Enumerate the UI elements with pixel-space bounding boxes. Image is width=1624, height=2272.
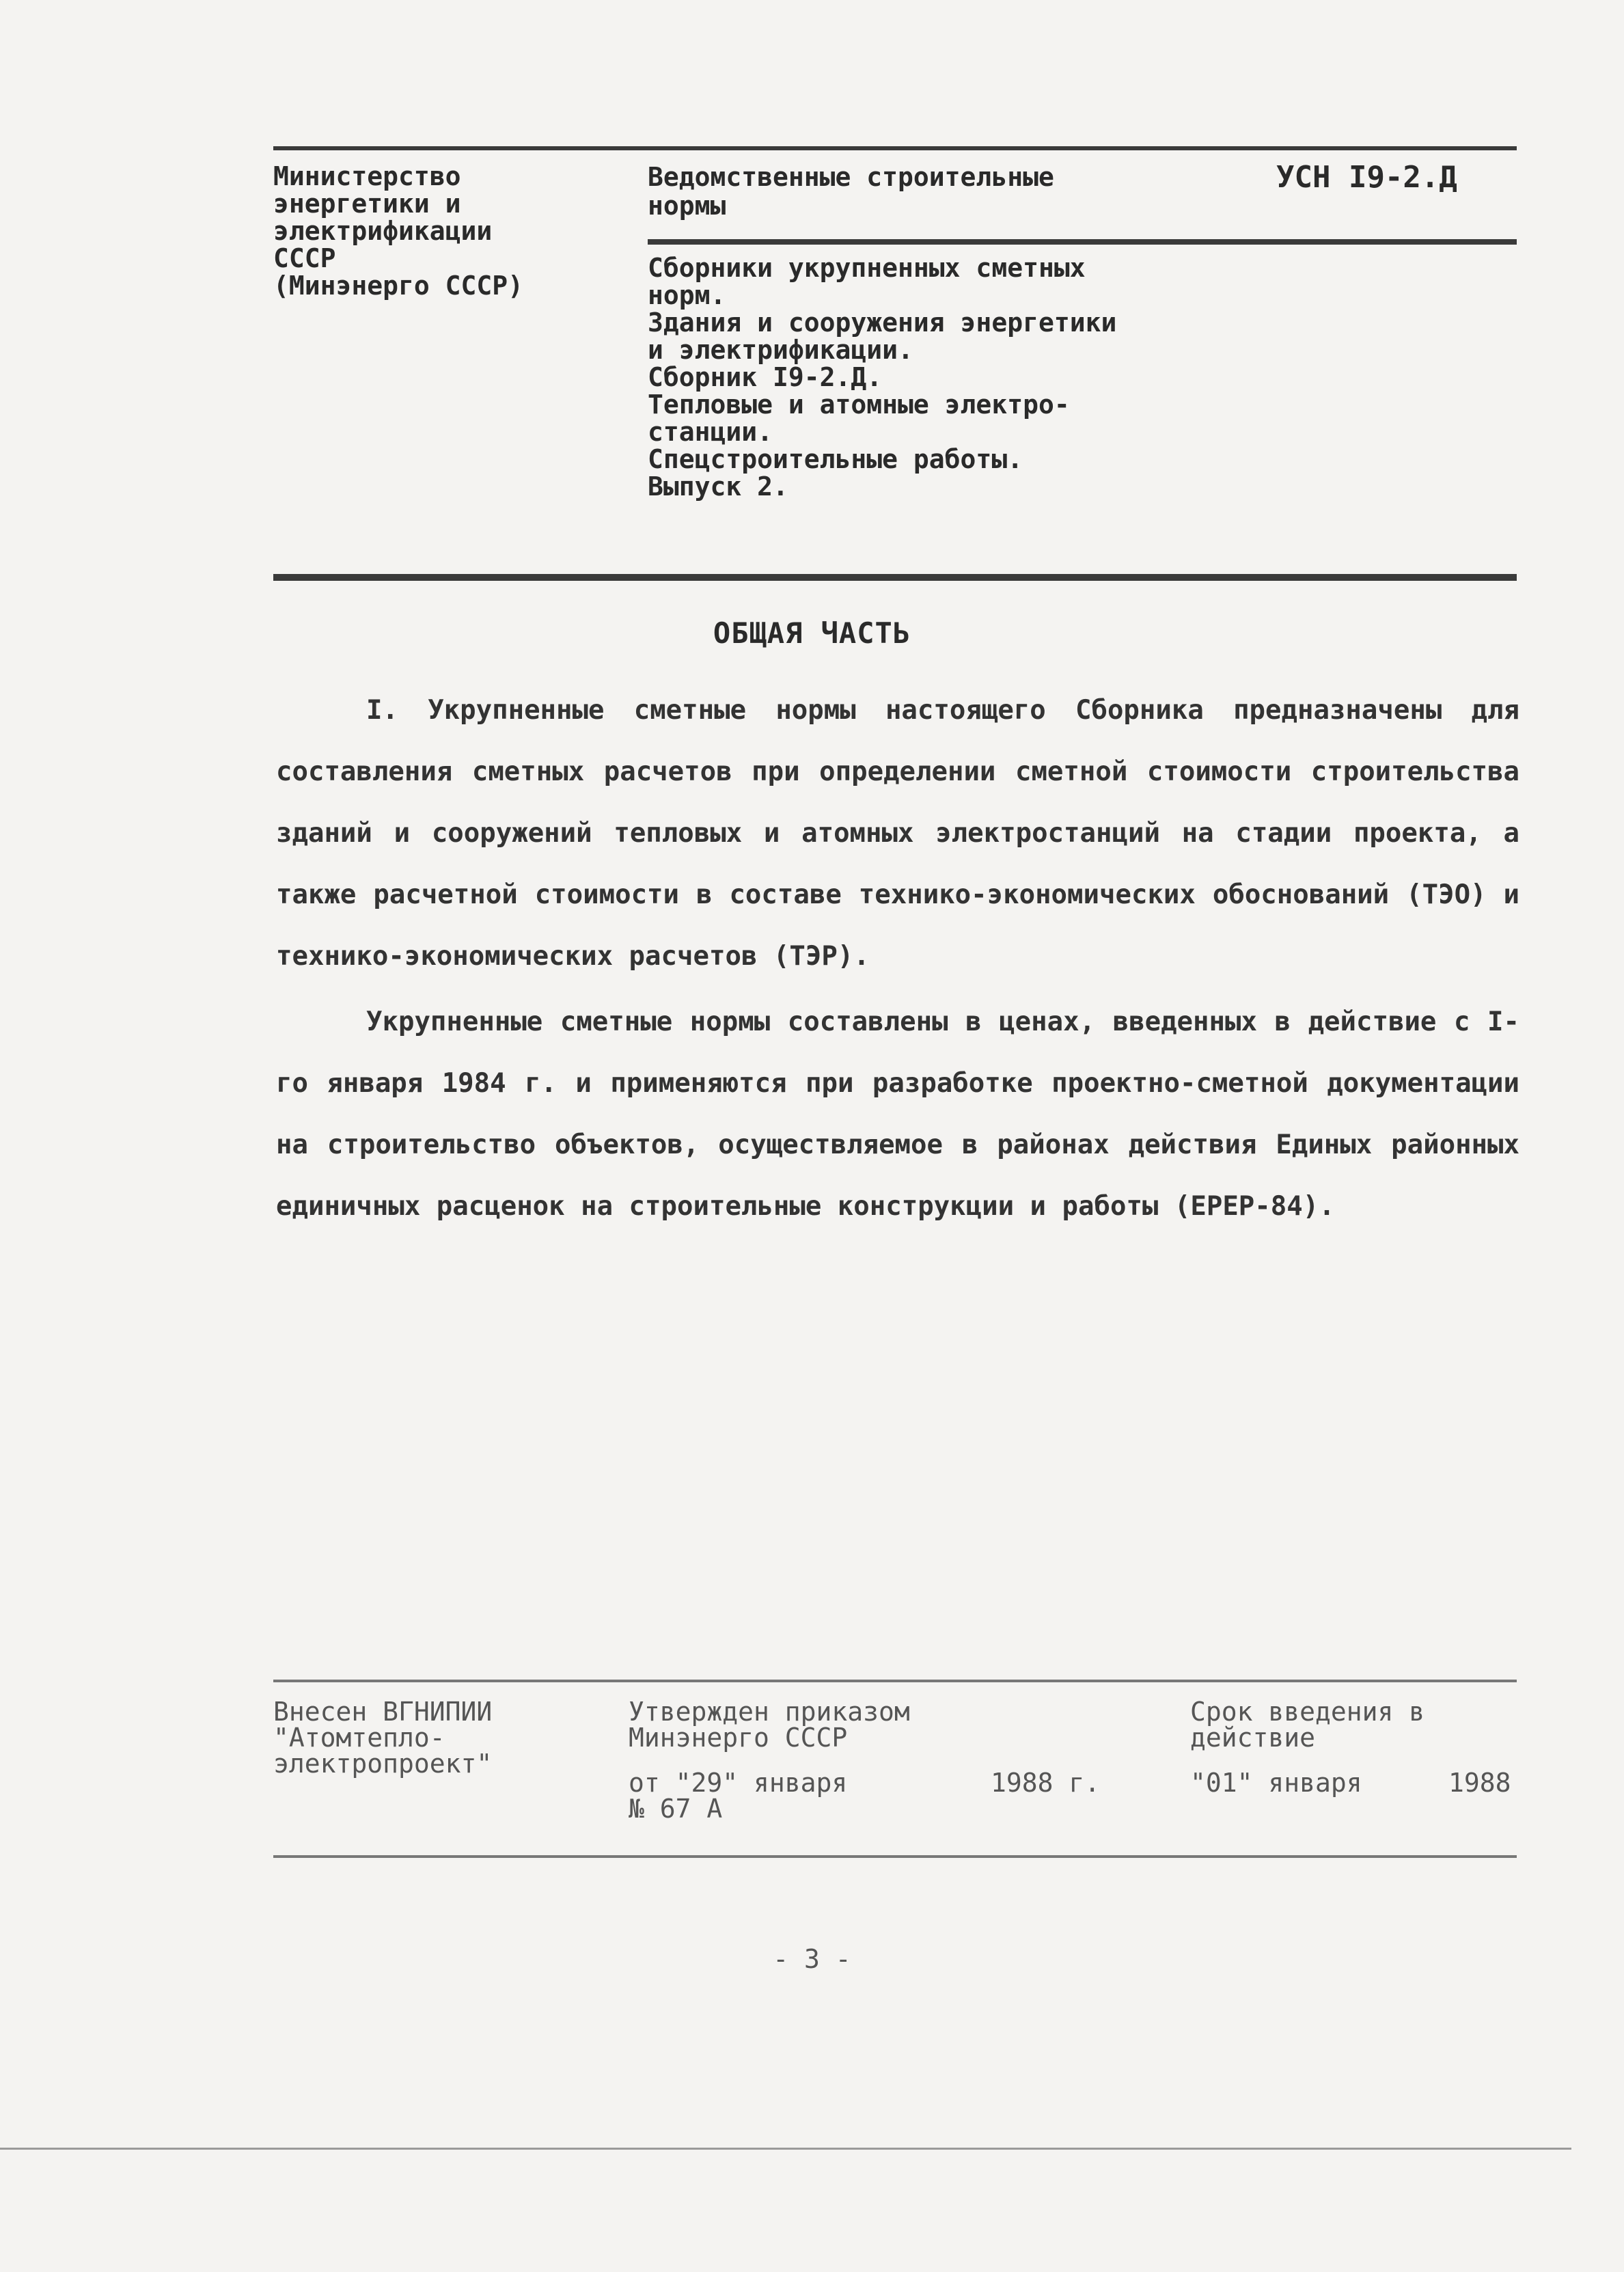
ministry-line: (Минэнерго СССР) <box>273 271 524 301</box>
approved-number: № 67 А <box>629 1794 723 1824</box>
norms-type-block <box>648 163 1208 220</box>
ministry-block <box>273 163 588 299</box>
body-paragraph: Укрупненные сметные нормы составлены в ценах, введенных в действие с I-го января 1984 г. и применяются при разработке проектно-сметной документации на строительство объектов, осуществляемое в районах действия Единых районных единичных расценок на строительные конструкции и работы (ЕРЕР-84). <box>276 1007 1519 1222</box>
effective-line: действие <box>1190 1723 1316 1753</box>
header-top-rule <box>273 146 1517 150</box>
header-bottom-rule <box>273 574 1517 581</box>
document-code: УСН I9-2.Д <box>1276 160 1457 195</box>
collection-line: и электрификации. <box>648 335 913 365</box>
submitted-line: Внесен ВГНИПИИ <box>273 1697 493 1727</box>
ministry-line: энергетики и <box>273 189 461 219</box>
page-number: - 3 - <box>773 1944 851 1974</box>
ministry-line: электрификации <box>273 216 493 246</box>
collection-line: станции. <box>648 417 773 447</box>
collection-line: Выпуск 2. <box>648 471 788 502</box>
norms-type-line: нормы <box>648 191 726 221</box>
effective-block <box>1190 1699 1425 1796</box>
section-title: ОБЩАЯ ЧАСТЬ <box>713 616 911 650</box>
collection-line: норм. <box>648 280 726 310</box>
body-text <box>276 680 1519 1237</box>
ministry-line: СССР <box>273 243 336 273</box>
collection-line: Спецстроительные работы. <box>648 444 1023 474</box>
header-mid-rule <box>648 239 1517 245</box>
approved-year: 1988 г. <box>991 1768 1101 1798</box>
ministry-line: Министерство <box>273 161 461 191</box>
effective-line: Срок введения в <box>1190 1697 1425 1727</box>
body-paragraph: I. Укрупненные сметные нормы настоящего Сборника предназначены для составления сметных расчетов при определении сметной стоимости строительства зданий и сооружений тепловых и атомных электростанций на стадии проекта, а также расчетной стоимости в составе технико-экономических обоснований (ТЭО) и технико-экономических расчетов (ТЭР). <box>276 695 1519 972</box>
effective-date: "01" января <box>1190 1768 1362 1798</box>
collection-line: Здания и сооружения энергетики <box>648 307 1117 338</box>
collection-block <box>648 254 1263 500</box>
submitted-by-block <box>273 1699 492 1777</box>
footer-top-rule <box>273 1680 1517 1682</box>
footer-bottom-rule <box>273 1855 1517 1858</box>
effective-year: 1988 <box>1448 1768 1511 1798</box>
collection-line: Сборник I9-2.Д. <box>648 362 883 392</box>
approved-block <box>629 1699 910 1822</box>
scan-edge-line <box>0 2148 1571 2150</box>
approved-date: от "29" января <box>629 1768 848 1798</box>
collection-line: Сборники укрупненных сметных <box>648 253 1086 283</box>
submitted-line: "Атомтепло- <box>273 1723 445 1753</box>
approved-line: Утвержден приказом <box>629 1697 910 1727</box>
collection-line: Тепловые и атомные электро- <box>648 389 1070 420</box>
norms-type-line: Ведомственные строительные <box>648 162 1054 192</box>
approved-line: Минэнерго СССР <box>629 1723 848 1753</box>
submitted-line: электропроект" <box>273 1749 493 1779</box>
